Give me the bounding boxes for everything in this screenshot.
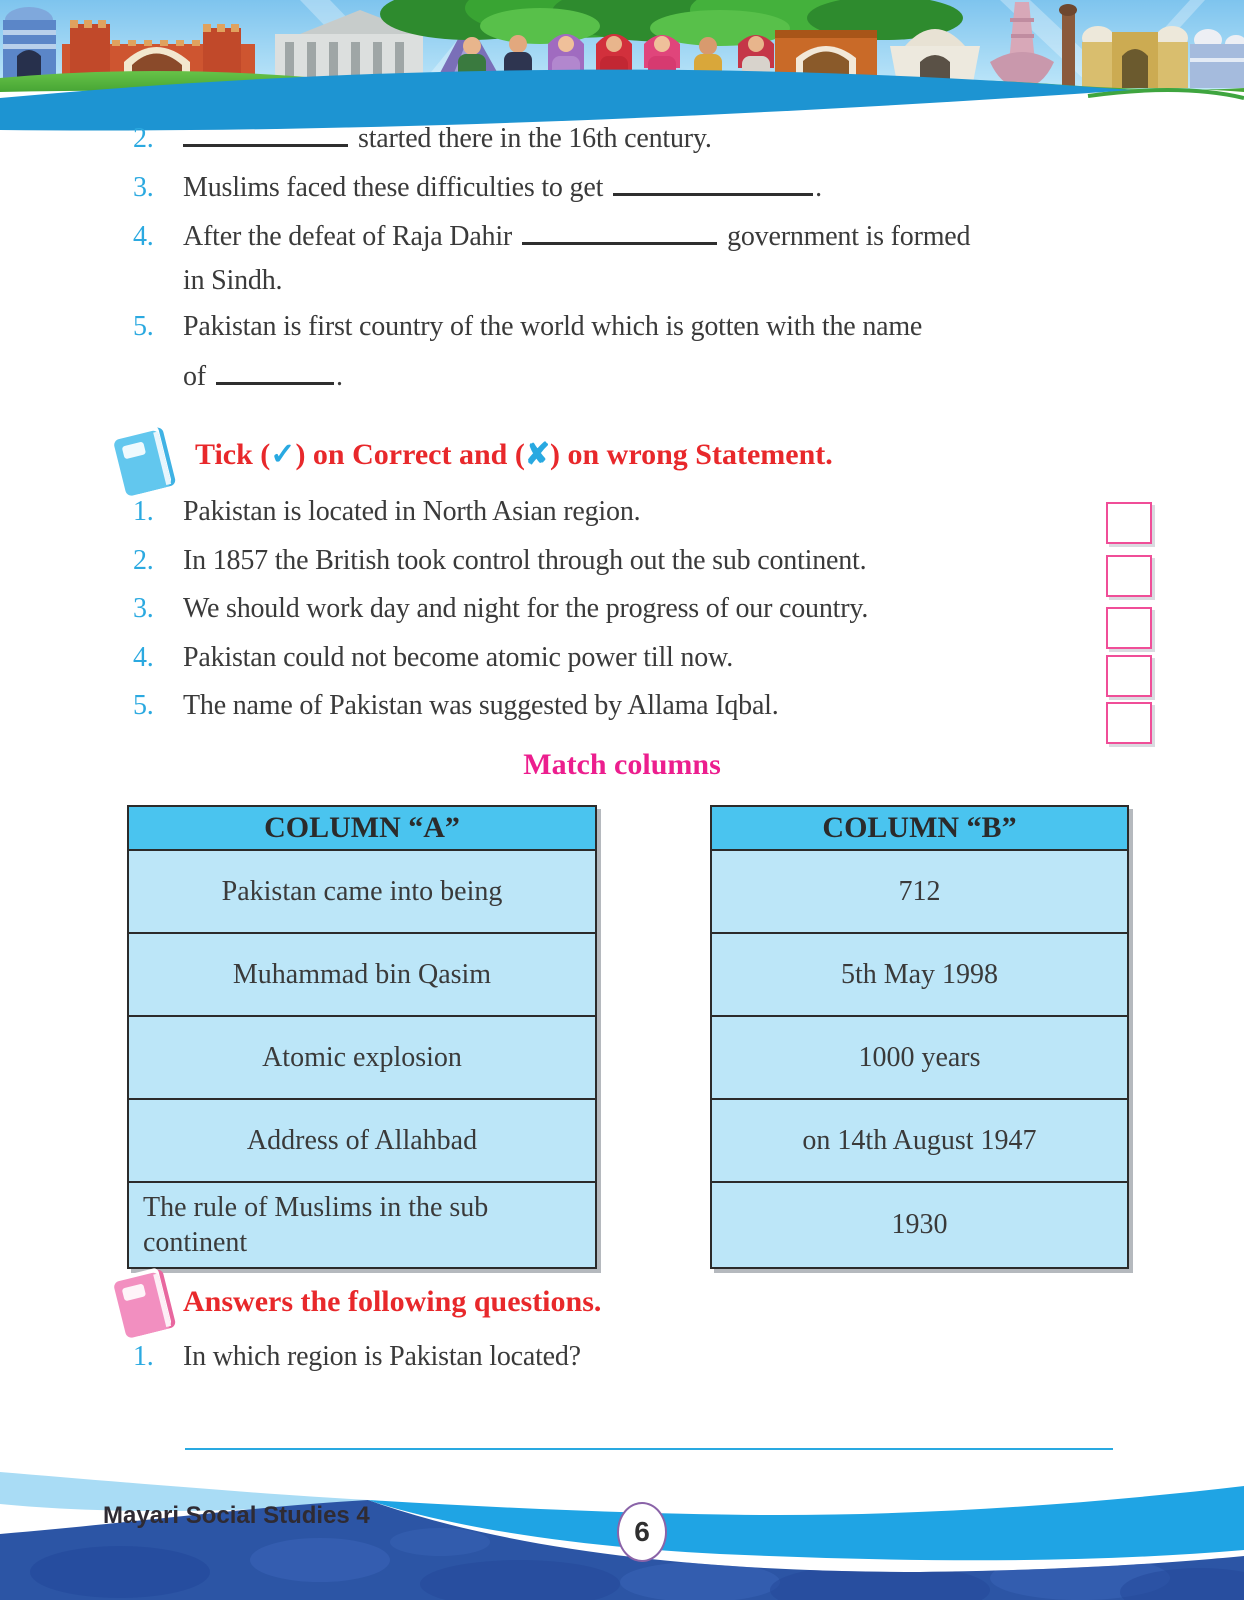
match-table-a [127,805,597,1269]
question-text: Muslims faced these difficulties to get [183,172,604,203]
statement-number: 2. [133,545,154,576]
question-item-4 [133,218,970,253]
question-text: In which region is Pakistan located? [183,1341,581,1372]
blank-line [522,218,717,245]
heading-text: ) on Correct and ( [295,438,525,471]
statement-number: 5. [133,690,154,721]
heading-text: ) on wrong Statement. [550,438,833,471]
question-number: 4. [133,221,154,252]
table-b-row: 712 [712,851,1127,934]
statement-text: The name of Pakistan was suggested by Allama Iqbal. [183,690,779,721]
table-a-row: Atomic explosion [129,1017,595,1100]
table-b-row: 1930 [712,1183,1127,1267]
question-item-5 [133,311,922,343]
table-b-row: 1000 years [712,1017,1127,1100]
statement-5 [133,690,779,722]
table-b-row: on 14th August 1947 [712,1100,1127,1183]
statement-4-checkbox[interactable] [1106,655,1152,697]
book-icon [104,422,182,502]
statement-2-checkbox[interactable] [1106,555,1152,597]
statement-text: In 1857 the British took control through out the sub continent. [183,545,867,576]
question-text-end: . [335,361,343,392]
table-b-row: 5th May 1998 [712,934,1127,1017]
table-a-row: Pakistan came into being [129,851,595,934]
match-columns-title: Match columns [523,748,721,781]
footer-book-title: Mayari Social Studies 4 [103,1502,370,1529]
question-text: in Sindh. [183,265,283,296]
tick-section-heading [195,437,833,472]
question-text-end: . [815,172,822,203]
question-text: started there in the 16th century. [358,123,712,154]
page-number-badge: 6 [617,1502,667,1562]
statement-2 [133,545,866,577]
cross-icon: ✘ [524,438,550,471]
match-table-b [710,805,1129,1269]
blank-line [183,120,348,147]
statement-4 [133,642,733,674]
table-b-header: COLUMN “B” [712,807,1127,851]
statement-1-checkbox[interactable] [1106,502,1152,544]
check-icon: ✓ [270,438,296,471]
statement-text: Pakistan is located in North Asian region. [183,496,641,527]
question-item-2 [133,120,712,155]
statement-text: Pakistan could not become atomic power till now. [183,642,734,673]
statement-number: 4. [133,642,154,673]
statement-number: 3. [133,593,154,624]
heading-text: Tick ( [195,438,271,471]
statement-3-checkbox[interactable] [1106,607,1152,649]
question-text: After the defeat of Raja Dahir [183,221,513,252]
question-text: Pakistan is first country of the world which is gotten with the name [183,311,923,342]
question-item-3 [133,169,822,204]
question-text-end: government is formed [727,221,971,252]
question-text: of [183,361,206,392]
blue-mosque-illustration [1190,29,1244,88]
table-a-header: COLUMN “A” [129,807,595,851]
question-item-4-line2 [183,265,282,297]
question-item-5-line2 [183,358,343,393]
table-a-row: The rule of Muslims in the sub continent [129,1183,595,1267]
statement-number: 1. [133,496,154,527]
statement-3 [133,593,868,625]
statement-1 [133,496,640,528]
answers-section-heading: Answers the following questions. [183,1285,602,1318]
statement-text: We should work day and night for the progress of our country. [183,593,869,624]
golden-mosque-illustration [1082,26,1188,88]
question-number: 1. [133,1341,154,1372]
book-icon [104,1264,182,1344]
statement-5-checkbox[interactable] [1106,702,1152,744]
answer-question-1 [133,1341,581,1373]
question-number: 5. [133,311,154,342]
question-number: 2. [133,123,154,154]
blank-line [216,358,334,385]
question-number: 3. [133,172,154,203]
table-a-row: Address of Allahbad [129,1100,595,1183]
blank-line [613,169,813,196]
table-a-row: Muhammad bin Qasim [129,934,595,1017]
